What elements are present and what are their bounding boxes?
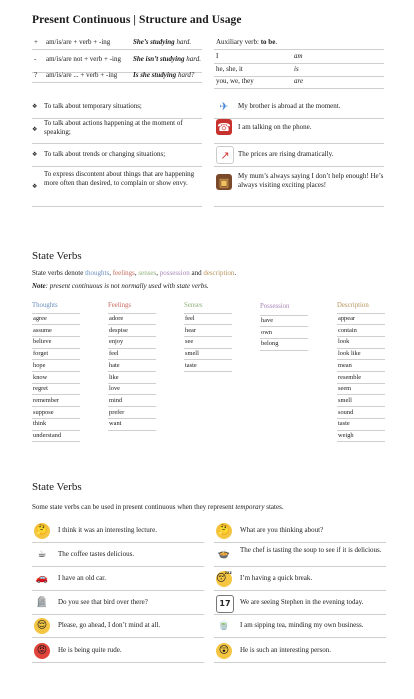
row-divider [214, 118, 384, 119]
row-divider [32, 637, 204, 638]
section1-title: Present Continuous | Structure and Usage [32, 14, 242, 26]
state-verb: smell [338, 396, 352, 404]
row-divider [214, 143, 384, 144]
row-divider [108, 430, 156, 431]
section3-title: State Verbs [32, 481, 82, 493]
row-divider [32, 590, 204, 591]
structure-sign: - [34, 55, 37, 63]
row-divider [32, 614, 204, 615]
state-verb: feel [109, 350, 119, 358]
thinking-face-icon: 🤔 [216, 523, 232, 539]
state-verb: taste [185, 361, 197, 369]
example-sentence: He is being quite rude. [58, 646, 122, 654]
aux-verb: am [294, 52, 303, 60]
state-verbs-intro: State verbs denote thoughts, feelings, senses, possession and description. [32, 269, 237, 277]
telephone-icon: ☎ [217, 120, 231, 134]
state-verb: see [185, 338, 194, 346]
state-verb: sound [338, 408, 354, 416]
state-verb: think [33, 420, 47, 428]
state-verb: seem [338, 385, 352, 393]
example-sentence: He is such an interesting person. [240, 646, 331, 654]
row-divider [214, 88, 384, 89]
example-sentence: I think it was an interesting lecture. [58, 526, 157, 534]
row-divider [214, 63, 384, 64]
example-verb: She isn’t studying [133, 55, 185, 63]
state-verb: hear [185, 326, 196, 334]
goose-icon: 🪦 [34, 595, 50, 611]
row-divider [32, 566, 204, 567]
state-verb: agree [33, 315, 47, 322]
auxiliary-heading: Auxiliary verb: to be. [216, 38, 278, 46]
column-heading-possession: Possession [260, 303, 290, 310]
aux-verb: is [294, 65, 299, 73]
state-verb: contain [338, 326, 357, 334]
state-verb: understand [33, 432, 62, 439]
example-sentence: We are seeing Stephen in the evening today. [240, 598, 364, 606]
category-thoughts: thoughts [85, 269, 110, 277]
aux-subject: I [216, 52, 219, 60]
angry-face-icon: 😡 [34, 643, 50, 659]
row-divider [32, 206, 202, 207]
row-divider [214, 590, 386, 591]
example-sentence: What are you thinking about? [240, 526, 324, 534]
state-verb: smell [185, 350, 199, 358]
example-rest: hard? [176, 71, 195, 79]
category-description: description [203, 269, 235, 277]
usage-example: My mum’s always saying I don’t help enough! He’s always visiting exciting places! [238, 172, 384, 189]
state-verb: appear [338, 315, 356, 322]
row-divider [214, 166, 384, 167]
example-verb: She’s studying [133, 38, 175, 46]
sleeping-face-icon: 😴 [216, 571, 232, 587]
state-verb: resemble [338, 373, 362, 381]
usage-example: The prices are rising dramatically. [238, 150, 334, 158]
state-verbs-note: Note: present continuous is not normally used with state verbs. [32, 282, 209, 290]
state-verb: assume [33, 326, 52, 334]
state-verb: adore [109, 315, 124, 322]
state-verb: taste [338, 420, 350, 428]
state-verb: hate [109, 361, 120, 369]
category-possession: possession [159, 269, 190, 277]
state-verb: hope [33, 361, 46, 369]
row-divider [214, 637, 386, 638]
tea-cup-icon: 🍵 [216, 618, 232, 634]
row-divider [214, 614, 386, 615]
structure-example [133, 38, 208, 47]
structure-sign: ? [34, 71, 38, 79]
column-heading-description: Description [337, 302, 369, 309]
section3-intro: Some state verbs can be used in present continuous when they represent temporary states. [32, 503, 284, 511]
state-verb: know [33, 373, 48, 381]
example-rest: hard. [184, 55, 201, 63]
row-divider [214, 662, 386, 663]
row-divider [32, 542, 204, 543]
row-divider [32, 166, 202, 167]
briefcase-icon: ▣ [216, 174, 232, 190]
state-verb: believe [33, 338, 52, 346]
example-sentence: The chef is tasting the soup to see if it is delicious. [240, 546, 382, 554]
state-verb: suppose [33, 408, 54, 416]
coffee-icon: ☕ [34, 547, 50, 563]
car-icon: 🚗 [34, 571, 50, 587]
structure-example [133, 71, 208, 80]
row-divider [32, 49, 202, 50]
state-verb: like [109, 373, 119, 381]
row-divider [32, 441, 80, 442]
column-heading-senses: Senses [184, 302, 203, 309]
state-verb: mind [109, 396, 123, 404]
structure-sign: + [34, 38, 38, 46]
row-divider [260, 350, 308, 351]
state-verb: mean [338, 361, 352, 369]
usage-example: I am talking on the phone. [238, 123, 312, 131]
example-rest: hard. [174, 38, 192, 46]
column-heading-thoughts: Thoughts [32, 302, 58, 309]
example-sentence: Please, go ahead, I don’t mind at all. [58, 621, 161, 629]
category-senses: senses [138, 269, 157, 277]
state-verb: want [109, 420, 122, 428]
bullet-icon: ❖ [32, 184, 38, 190]
state-verb: despise [109, 326, 128, 334]
state-verb: own [261, 328, 273, 336]
state-verb: look like [338, 350, 361, 358]
usage-text: To talk about temporary situations; [44, 102, 142, 110]
row-divider [337, 441, 385, 442]
state-verb: regret [33, 385, 48, 393]
example-sentence: Do you see that bird over there? [58, 598, 148, 606]
usage-text: To express discontent about things that are happening more often than desired, to complain or show envy. [44, 170, 195, 187]
state-verb: remember [33, 396, 59, 404]
row-divider [32, 662, 204, 663]
section2-title: State Verbs [32, 250, 82, 262]
state-verb: have [261, 317, 274, 324]
example-sentence: I have an old car. [58, 574, 107, 582]
aux-verb: are [294, 77, 304, 85]
trend-chart-icon: ↗ [216, 146, 234, 164]
structure-form: am/is/are not + verb + -ing [46, 55, 121, 63]
relieved-face-icon: 😌 [34, 618, 50, 634]
usage-example: My brother is abroad at the moment. [238, 102, 341, 110]
bullet-icon: ❖ [32, 127, 38, 133]
state-verb: love [109, 385, 121, 393]
aux-subject: you, we, they [216, 77, 254, 85]
row-divider [214, 49, 384, 50]
usage-text: To talk about actions happening at the moment of speaking; [44, 119, 183, 136]
astonished-face-icon: 😲 [216, 643, 232, 659]
state-verb: prefer [109, 408, 125, 416]
bullet-icon: ❖ [32, 152, 38, 158]
state-verb: weigh [338, 432, 354, 439]
usage-text: To talk about trends or changing situations; [44, 150, 166, 158]
example-sentence: I am sipping tea, minding my own business. [240, 621, 364, 629]
example-sentence: The coffee tastes delicious. [58, 550, 135, 558]
example-verb: Is she studying [133, 71, 177, 79]
state-verb: belong [261, 340, 279, 348]
row-divider [214, 566, 386, 567]
category-feelings: feelings [112, 269, 135, 277]
example-sentence: I’m having a quick break. [240, 574, 313, 582]
row-divider [32, 82, 202, 83]
thinking-face-icon: 🤔 [34, 523, 50, 539]
structure-example [133, 55, 208, 64]
state-verb: look [338, 338, 350, 346]
airplane-icon: ✈ [216, 98, 232, 114]
row-divider [184, 371, 232, 372]
structure-form: am/is/are + verb + -ing [46, 38, 111, 46]
state-verb: feel [185, 315, 195, 322]
aux-subject: he, she, it [216, 65, 243, 73]
soup-bowl-icon: 🍲 [216, 547, 232, 563]
row-divider [32, 143, 202, 144]
calendar-icon: 17 [216, 595, 234, 613]
state-verb: enjoy [109, 338, 124, 346]
structure-form: am/is/are ... + verb + -ing [46, 71, 118, 79]
row-divider [214, 542, 386, 543]
state-verb: forget [33, 350, 49, 358]
bullet-icon: ❖ [32, 104, 38, 110]
row-divider [214, 206, 384, 207]
column-heading-feelings: Feelings [108, 302, 132, 309]
